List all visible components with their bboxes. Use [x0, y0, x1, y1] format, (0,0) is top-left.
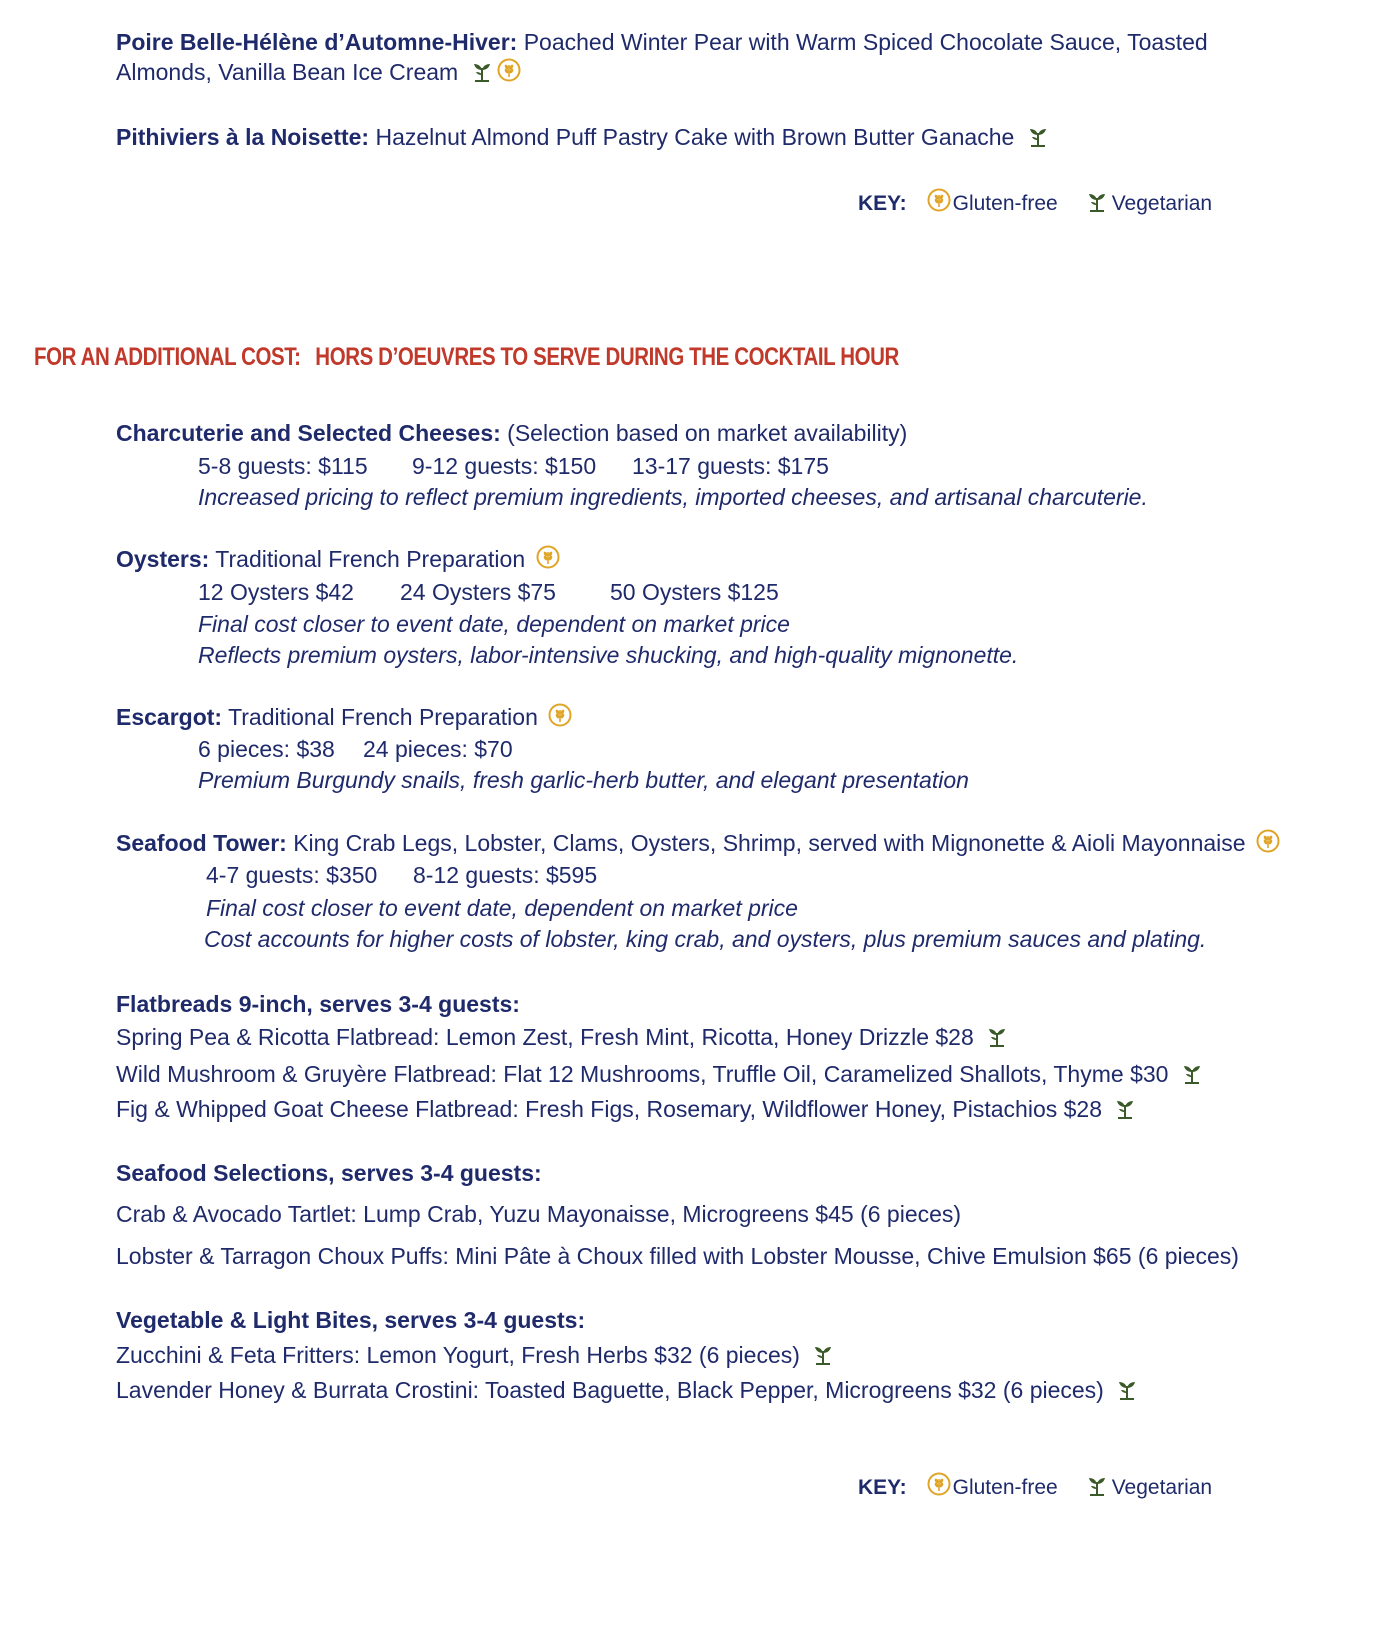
oysters-title: Oysters: — [116, 546, 210, 572]
vegetarian-sprout-icon — [1114, 1097, 1136, 1119]
vegetarian-sprout-icon — [1116, 1378, 1138, 1400]
escargot-price-1: 6 pieces: $38 — [198, 736, 335, 762]
oysters-note-2: Reflects premium oysters, labor-intensive shucking, and high-quality mignonette. — [198, 642, 1019, 668]
dessert-pithiviers-desc: Hazelnut Almond Puff Pastry Cake with Brown Butter Ganache — [369, 124, 1015, 150]
flatbread-item — [116, 1094, 1136, 1124]
gluten-free-wheat-icon — [927, 188, 951, 212]
legend-vegetarian-label: Vegetarian — [1111, 192, 1213, 215]
gluten-free-wheat-icon — [1256, 829, 1280, 853]
dessert-poire-line-2 — [116, 57, 521, 87]
flatbread-item-text: Fig & Whipped Goat Cheese Flatbread: Fresh Figs, Rosemary, Wildflower Honey, Pistachios $28 — [116, 1096, 1103, 1122]
oysters-subtitle: Traditional French Preparation — [209, 546, 526, 572]
escargot-price-2: 24 pieces: $70 — [363, 736, 513, 762]
legend-gluten-free-label: Gluten-free — [952, 1476, 1058, 1499]
seafood-selection-item: Crab & Avocado Tartlet: Lump Crab, Yuzu Mayonaisse, Microgreens $45 (6 pieces) — [116, 1201, 962, 1227]
dessert-pithiviers-title: Pithiviers à la Noisette: — [116, 124, 370, 150]
flatbreads-title: Flatbreads 9-inch, serves 3-4 guests: — [116, 991, 520, 1017]
dessert-poire-desc-2: Almonds, Vanilla Bean Ice Cream — [116, 59, 459, 85]
flatbread-item-text: Wild Mushroom & Gruyère Flatbread: Flat 12 Mushrooms, Truffle Oil, Caramelized Shallots, Thyme $30 — [116, 1061, 1169, 1087]
escargot-heading — [116, 702, 572, 732]
oysters-price-3: 50 Oysters $125 — [610, 579, 779, 605]
vegetable-bites-title: Vegetable & Light Bites, serves 3-4 guests: — [116, 1307, 586, 1333]
oysters-price-1: 12 Oysters $42 — [198, 579, 354, 605]
seafood-tower-price-2: 8-12 guests: $595 — [413, 862, 598, 888]
seafood-selections-title: Seafood Selections, serves 3-4 guests: — [116, 1160, 542, 1186]
legend-key-label: KEY: — [858, 192, 907, 215]
escargot-note: Premium Burgundy snails, fresh garlic-herb butter, and elegant presentation — [198, 767, 969, 793]
vegetarian-sprout-icon — [812, 1343, 834, 1365]
charcuterie-note: Increased pricing to reflect premium ingredients, imported cheeses, and artisanal charcuterie. — [198, 484, 1148, 510]
section-heading-hors-doeuvres: HORS D’OEUVRES TO SERVE DURING THE COCKTAIL HOUR — [315, 343, 899, 371]
charcuterie-title: Charcuterie and Selected Cheeses: — [116, 420, 501, 446]
flatbread-item — [116, 1022, 1008, 1052]
vegetable-bite-item — [116, 1340, 834, 1370]
seafood-tower-price-1: 4-7 guests: $350 — [206, 862, 378, 888]
vegetable-bite-item — [116, 1375, 1138, 1405]
vegetarian-sprout-icon — [986, 1025, 1008, 1047]
seafood-tower-title: Seafood Tower: — [116, 830, 287, 856]
dessert-pithiviers-line — [116, 122, 1049, 152]
vegetarian-sprout-icon — [1181, 1062, 1203, 1084]
escargot-prices — [198, 734, 513, 764]
flatbread-item — [116, 1059, 1203, 1089]
seafood-tower-subtitle: King Crab Legs, Lobster, Clams, Oysters, Shrimp, served with Mignonette & Aioli Mayonnaise — [286, 830, 1246, 856]
gluten-free-wheat-icon — [548, 703, 572, 727]
legend-key-bottom — [858, 1472, 1212, 1501]
legend-key-label: KEY: — [858, 1476, 907, 1499]
vegetarian-sprout-icon — [1086, 190, 1108, 212]
charcuterie-subtitle: (Selection based on market availability) — [500, 420, 908, 446]
vegetable-bite-item-text: Zucchini & Feta Fritters: Lemon Yogurt, Fresh Herbs $32 (6 pieces) — [116, 1342, 800, 1368]
oysters-prices — [198, 577, 779, 607]
charcuterie-price-2: 9-12 guests: $150 — [412, 453, 597, 479]
legend-key-top — [858, 188, 1212, 217]
charcuterie-heading — [116, 418, 907, 448]
legend-gluten-free-label: Gluten-free — [952, 192, 1058, 215]
vegetarian-sprout-icon — [1027, 125, 1049, 147]
seafood-tower-heading — [116, 828, 1280, 858]
vegetable-bite-item-text: Lavender Honey & Burrata Crostini: Toasted Baguette, Black Pepper, Microgreens $32 (6 pieces) — [116, 1377, 1104, 1403]
seafood-tower-note-2: Cost accounts for higher costs of lobster, king crab, and oysters, plus premium sauces and plating. — [204, 926, 1207, 952]
section-heading-cost: FOR AN ADDITIONAL COST: — [34, 343, 301, 371]
gluten-free-wheat-icon — [927, 1472, 951, 1496]
flatbread-item-text: Spring Pea & Ricotta Flatbread: Lemon Zest, Fresh Mint, Ricotta, Honey Drizzle $28 — [116, 1024, 974, 1050]
oysters-note-1: Final cost closer to event date, dependent on market price — [198, 611, 790, 637]
seafood-selection-item: Lobster & Tarragon Choux Puffs: Mini Pâte à Choux filled with Lobster Mousse, Chive Emulsion $65 (6 pieces) — [116, 1243, 1239, 1269]
escargot-subtitle: Traditional French Preparation — [222, 704, 538, 730]
gluten-free-wheat-icon — [536, 545, 560, 569]
section-heading — [34, 343, 899, 372]
seafood-tower-note-1: Final cost closer to event date, dependent on market price — [206, 895, 798, 921]
oysters-heading — [116, 544, 560, 574]
charcuterie-price-1: 5-8 guests: $115 — [198, 453, 368, 479]
vegetarian-sprout-icon — [471, 60, 493, 82]
charcuterie-prices — [198, 451, 829, 481]
seafood-tower-prices — [206, 860, 597, 890]
legend-vegetarian-label: Vegetarian — [1111, 1476, 1213, 1499]
escargot-title: Escargot: — [116, 704, 223, 730]
gluten-free-wheat-icon — [497, 58, 521, 82]
dessert-poire-desc-1: Poached Winter Pear with Warm Spiced Chocolate Sauce, Toasted — [517, 29, 1208, 55]
charcuterie-price-3: 13-17 guests: $175 — [632, 453, 829, 479]
oysters-price-2: 24 Oysters $75 — [400, 579, 556, 605]
dessert-poire-line-1 — [116, 27, 1208, 57]
dessert-poire-title: Poire Belle-Hélène d’Automne-Hiver: — [116, 29, 518, 55]
vegetarian-sprout-icon — [1086, 1474, 1108, 1496]
